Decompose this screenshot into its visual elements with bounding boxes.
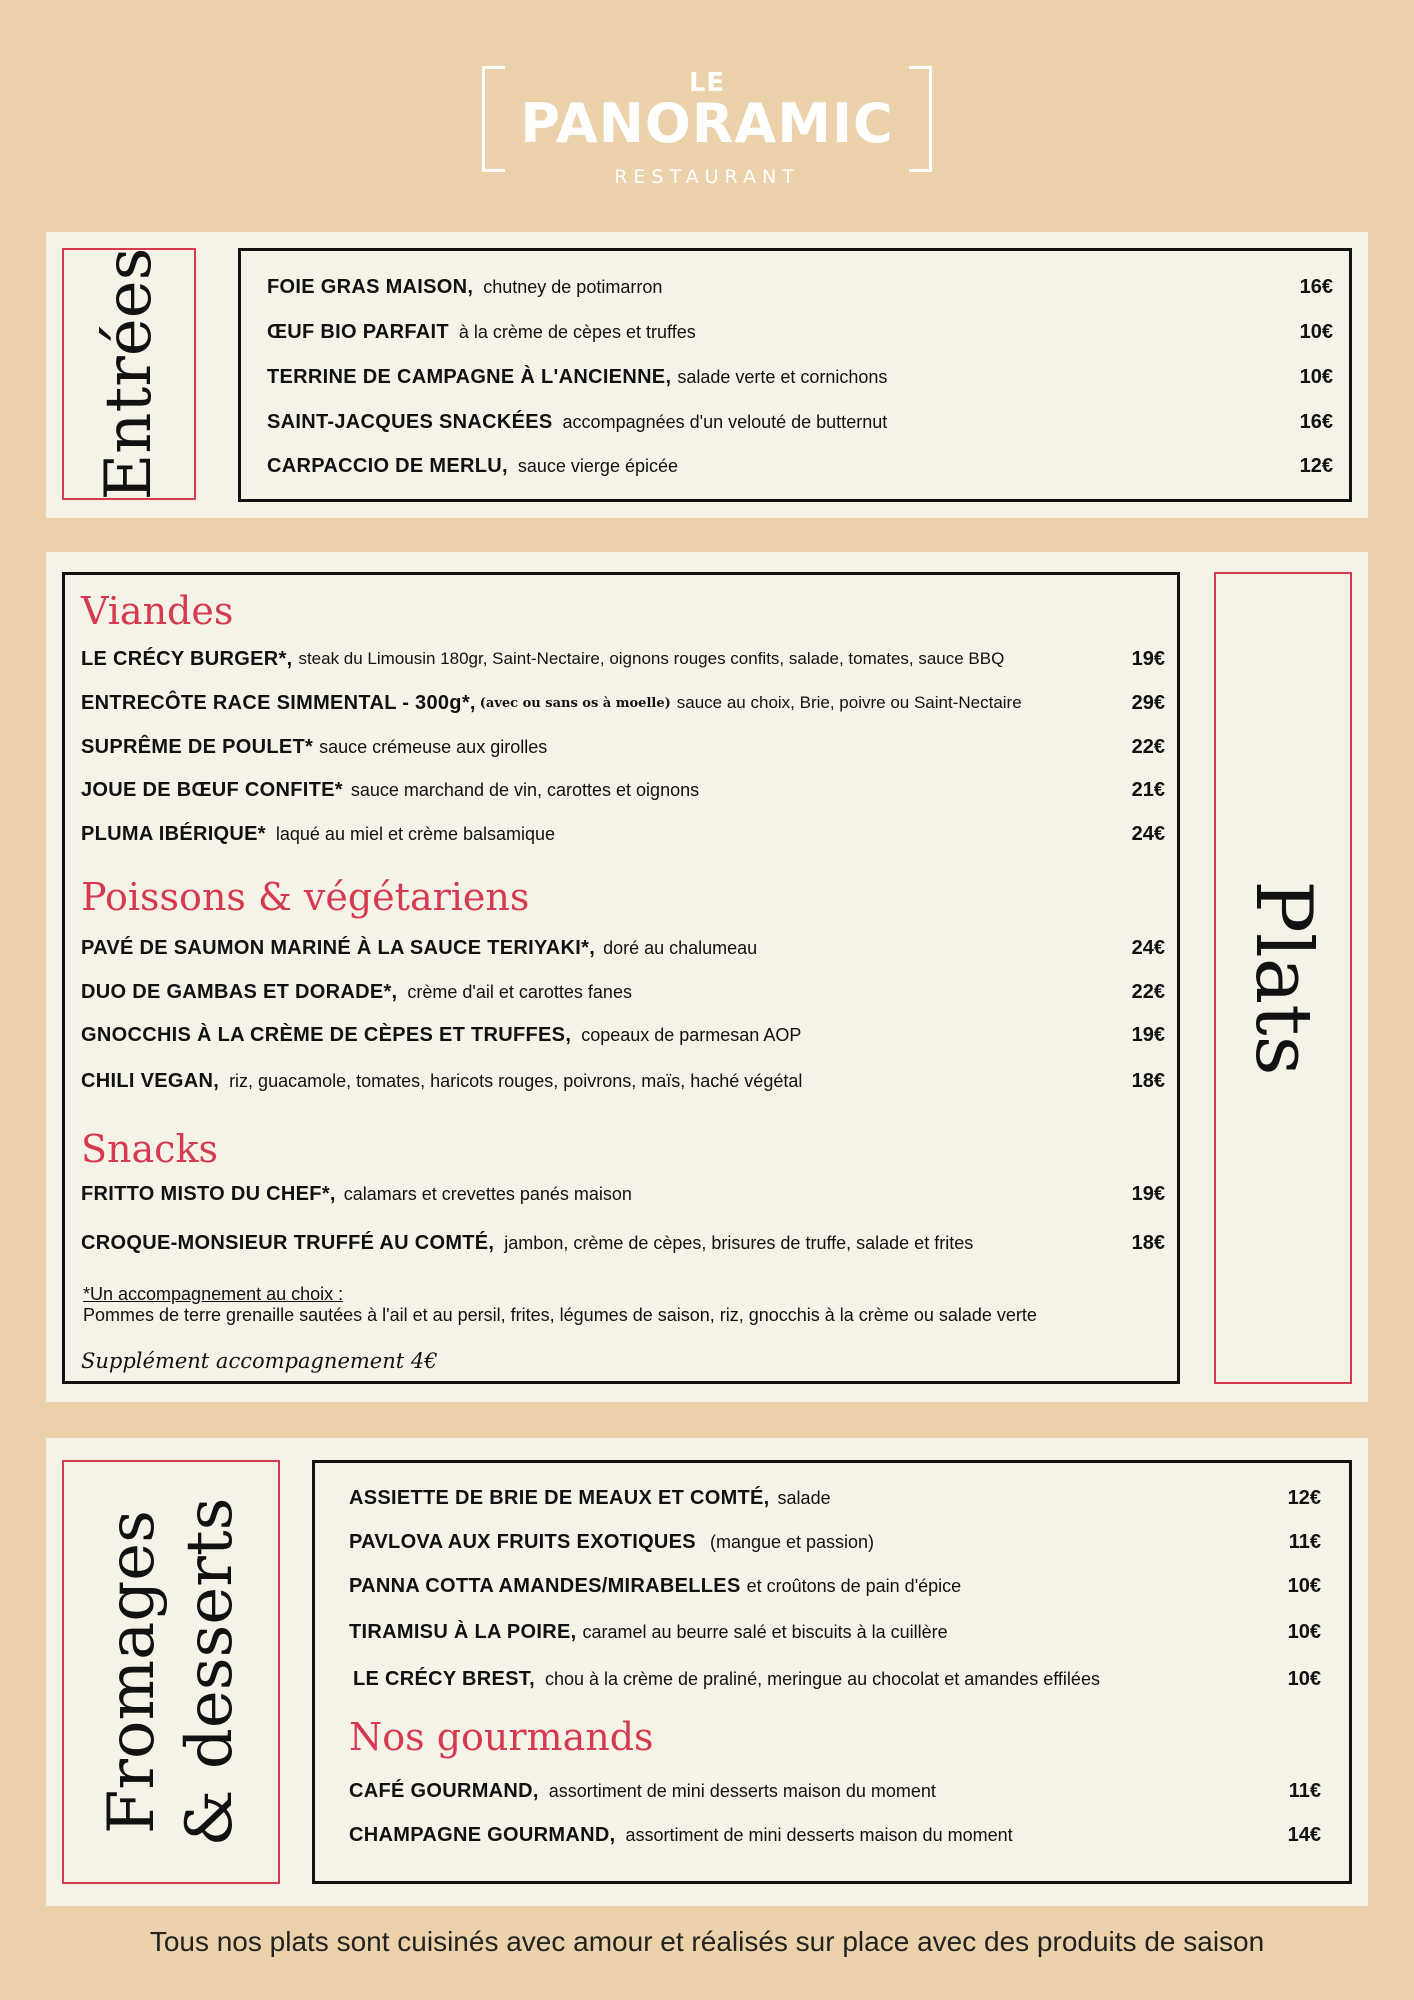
item-price: 24€ bbox=[1131, 936, 1165, 959]
list-item bbox=[349, 1571, 1321, 1601]
list-item bbox=[349, 1483, 1321, 1513]
item-price: 29€ bbox=[1131, 691, 1165, 714]
plats-title-box bbox=[1214, 572, 1352, 1384]
footer-tagline: Tous nos plats sont cuisinés avec amour et réalisés sur place avec des produits de saison bbox=[149, 1926, 1265, 1957]
list-item bbox=[81, 732, 1165, 762]
item-price: 12€ bbox=[1287, 1486, 1321, 1509]
item-price: 11€ bbox=[1288, 1530, 1321, 1553]
item-name: ŒUF BIO PARFAIT bbox=[267, 320, 449, 343]
item-name: FOIE GRAS MAISON, bbox=[267, 275, 474, 298]
desserts-panel bbox=[46, 1438, 1368, 1906]
list-item bbox=[349, 1527, 1321, 1557]
item-description: copeaux de parmesan AOP bbox=[581, 1024, 802, 1045]
item-name: LE CRÉCY BURGER*, bbox=[81, 647, 293, 670]
item-name: CHAMPAGNE GOURMAND, bbox=[349, 1823, 616, 1846]
item-description: (mangue et passion) bbox=[709, 1531, 875, 1552]
item-description: crème d'ail et carottes fanes bbox=[407, 981, 632, 1002]
item-name: PAVÉ DE SAUMON MARINÉ À LA SAUCE TERIYAKI*, bbox=[81, 936, 596, 959]
list-item bbox=[267, 317, 1333, 347]
item-description: assortiment de mini desserts maison du moment bbox=[548, 1780, 936, 1801]
logo-subtitle: RESTAURANT bbox=[614, 166, 800, 188]
desserts-title-line1: Fromages bbox=[95, 1509, 169, 1835]
list-item bbox=[81, 688, 1165, 718]
item-description: laqué au miel et crème balsamique bbox=[275, 823, 556, 844]
list-item bbox=[267, 407, 1333, 437]
item-name: FRITTO MISTO DU CHEF*, bbox=[81, 1182, 336, 1205]
item-description: accompagnées d'un velouté de butternut bbox=[562, 411, 888, 432]
item-name: ENTRECÔTE RACE SIMMENTAL - 300g*, bbox=[81, 691, 476, 714]
item-description: sauce crémeuse aux girolles bbox=[319, 736, 548, 757]
item-description: et croûtons de pain d'épice bbox=[746, 1575, 962, 1596]
list-item bbox=[81, 1020, 1165, 1050]
item-price: 24€ bbox=[1131, 822, 1165, 845]
logo-name: PANORAMIC bbox=[520, 92, 894, 155]
item-price: 14€ bbox=[1287, 1823, 1321, 1846]
side-note-title: *Un accompagnement au choix : bbox=[83, 1284, 344, 1304]
list-item bbox=[81, 819, 1165, 849]
list-item bbox=[81, 933, 1165, 963]
plats-list bbox=[62, 572, 1180, 1384]
entrees-title: Entrées bbox=[92, 247, 166, 501]
list-item bbox=[349, 1617, 1321, 1647]
item-name: PANNA COTTA AMANDES/MIRABELLES bbox=[349, 1574, 741, 1597]
item-description: calamars et crevettes panés maison bbox=[343, 1183, 632, 1204]
item-price: 11€ bbox=[1288, 1779, 1321, 1802]
item-description: chutney de potimarron bbox=[483, 276, 663, 297]
item-name: GNOCCHIS À LA CRÈME DE CÈPES ET TRUFFES, bbox=[81, 1023, 572, 1046]
item-description: salade verte et cornichons bbox=[677, 366, 888, 387]
item-price: 19€ bbox=[1131, 1023, 1165, 1046]
plats-title: Plats bbox=[1238, 880, 1328, 1076]
entrees-title-box bbox=[62, 248, 196, 500]
item-price: 16€ bbox=[1299, 410, 1333, 433]
item-price: 19€ bbox=[1131, 1182, 1165, 1205]
list-item bbox=[81, 977, 1165, 1007]
item-description: steak du Limousin 180gr, Saint-Nectaire, oignons rouges confits, salade, tomates, sauce BBQ bbox=[298, 649, 1005, 668]
item-name: SAINT-JACQUES SNACKÉES bbox=[267, 410, 553, 433]
item-price: 22€ bbox=[1131, 980, 1165, 1003]
item-description: doré au chalumeau bbox=[603, 937, 758, 958]
item-name: PAVLOVA AUX FRUITS EXOTIQUES bbox=[349, 1530, 696, 1553]
item-description: sauce vierge épicée bbox=[517, 455, 678, 476]
list-item bbox=[267, 272, 1333, 302]
item-price: 22€ bbox=[1131, 735, 1165, 758]
list-item bbox=[267, 362, 1333, 392]
list-item bbox=[349, 1820, 1321, 1850]
item-name: TIRAMISU À LA POIRE, bbox=[349, 1620, 577, 1643]
item-name: CROQUE-MONSIEUR TRUFFÉ AU COMTÉ, bbox=[81, 1231, 495, 1254]
item-name: ASSIETTE DE BRIE DE MEAUX ET COMTÉ, bbox=[349, 1486, 770, 1509]
desserts-title-line2: & desserts bbox=[173, 1497, 247, 1847]
list-item bbox=[81, 1179, 1165, 1209]
desserts-list bbox=[312, 1460, 1352, 1884]
item-price: 18€ bbox=[1131, 1231, 1165, 1254]
item-description: sauce au choix, Brie, poivre ou Saint-Nectaire bbox=[676, 693, 1022, 712]
item-name: JOUE DE BŒUF CONFITE* bbox=[81, 778, 343, 801]
desserts-title-box bbox=[62, 1460, 280, 1884]
list-item bbox=[81, 1066, 1165, 1096]
entrees-panel bbox=[46, 232, 1368, 518]
item-price: 10€ bbox=[1287, 1620, 1321, 1643]
list-item bbox=[81, 644, 1165, 674]
item-description: à la crème de cèpes et truffes bbox=[458, 321, 696, 342]
item-price: 12€ bbox=[1299, 454, 1333, 477]
entrees-list bbox=[238, 248, 1352, 502]
category-viandes: Viandes bbox=[81, 589, 234, 633]
category-gourmands: Nos gourmands bbox=[349, 1715, 654, 1759]
item-name: CHILI VEGAN, bbox=[81, 1069, 220, 1092]
item-name: DUO DE GAMBAS ET DORADE*, bbox=[81, 980, 398, 1003]
item-name: CAFÉ GOURMAND, bbox=[349, 1779, 539, 1802]
plats-panel bbox=[46, 552, 1368, 1402]
list-item bbox=[81, 775, 1165, 805]
item-price: 16€ bbox=[1299, 275, 1333, 298]
item-name: CARPACCIO DE MERLU, bbox=[267, 454, 508, 477]
item-price: 10€ bbox=[1287, 1574, 1321, 1597]
item-description: salade bbox=[777, 1487, 831, 1508]
item-note: (avec ou sans os à moelle) bbox=[479, 695, 671, 711]
item-name: SUPRÊME DE POULET* bbox=[81, 735, 314, 758]
restaurant-logo bbox=[482, 66, 932, 188]
item-name: TERRINE DE CAMPAGNE À L'ANCIENNE, bbox=[267, 365, 672, 388]
item-description: chou à la crème de praliné, meringue au chocolat et amandes effilées bbox=[544, 1668, 1100, 1689]
item-description: caramel au beurre salé et biscuits à la cuillère bbox=[582, 1621, 948, 1642]
item-price: 10€ bbox=[1299, 365, 1333, 388]
item-price: 18€ bbox=[1131, 1069, 1165, 1092]
list-item bbox=[267, 451, 1333, 481]
category-poissons: Poissons & végétariens bbox=[81, 875, 530, 919]
category-snacks: Snacks bbox=[81, 1127, 218, 1171]
side-note-supplement: Supplément accompagnement 4€ bbox=[81, 1349, 438, 1373]
desserts-title bbox=[93, 1498, 249, 1847]
item-name: PLUMA IBÉRIQUE* bbox=[81, 822, 266, 845]
side-note-text: Pommes de terre grenaille sautées à l'ail et au persil, frites, légumes de saison, riz, gnocchis à la crème ou salade verte bbox=[83, 1305, 1037, 1325]
item-description: sauce marchand de vin, carottes et oignons bbox=[350, 779, 700, 800]
item-description: assortiment de mini desserts maison du moment bbox=[625, 1824, 1013, 1845]
list-item bbox=[81, 1228, 1165, 1258]
list-item bbox=[353, 1664, 1321, 1694]
item-price: 19€ bbox=[1131, 647, 1165, 670]
logo-le: LE bbox=[688, 68, 726, 98]
item-price: 21€ bbox=[1131, 778, 1165, 801]
item-price: 10€ bbox=[1287, 1667, 1321, 1690]
item-description: riz, guacamole, tomates, haricots rouges, poivrons, maïs, haché végétal bbox=[229, 1070, 803, 1091]
list-item bbox=[349, 1776, 1321, 1806]
item-description: jambon, crème de cèpes, brisures de truffe, salade et frites bbox=[504, 1232, 974, 1253]
item-name: LE CRÉCY BREST, bbox=[353, 1667, 535, 1690]
item-price: 10€ bbox=[1299, 320, 1333, 343]
